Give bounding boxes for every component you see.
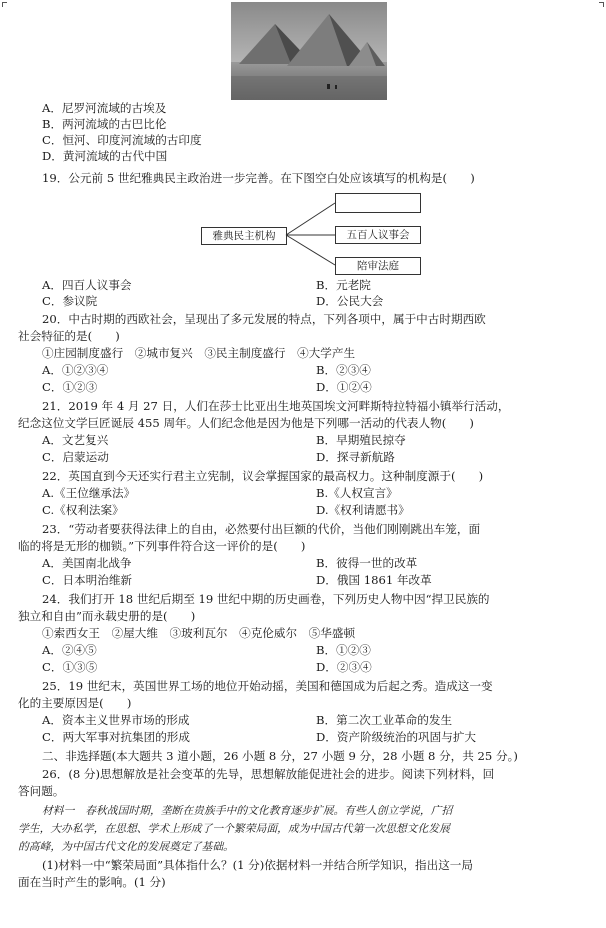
diagram-main-box: 雅典民主机构 [201, 227, 287, 245]
q18-option-c: C．恒河、印度河流域的古印度 [42, 133, 202, 147]
q20-option-c: C．①②③ [42, 380, 98, 394]
q19-stem: 19．公元前 5 世纪雅典民主政治进一步完善。在下图空白处应该填写的机构是( ) [42, 171, 475, 185]
q19-option-b: B．元老院 [316, 278, 371, 292]
q23-option-a: A．美国南北战争 [42, 556, 132, 570]
q26-material1-line2: 学生，大办私学，在思想、学术上形成了一个繁荣局面，成为中国古代第一次思想文化发展 [18, 822, 450, 835]
q23-option-c: C．日本明治维新 [42, 573, 133, 587]
q18-option-a: A．尼罗河流域的古埃及 [42, 101, 167, 115]
diagram-council-box: 五百人议事会 [335, 226, 421, 244]
q26-sub1-line1: (1)材料一中“繁荣局面”具体指什么？(1 分)依据材料一并结合所学知识，指出这一局 [42, 858, 473, 872]
q24-option-b: B．①②③ [316, 643, 371, 657]
q26-stem-line1: 26．(8 分)思想解放是社会变革的先导，思想解放能促进社会的进步。阅读下列材料，回 [42, 767, 495, 781]
q21-option-a: A．文艺复兴 [42, 433, 109, 447]
q18-option-d: D．黄河流域的古代中国 [42, 149, 168, 163]
pyramids-image [231, 2, 387, 100]
q23-option-d: D．俄国 1861 年改革 [316, 573, 432, 587]
q24-option-d: D．②③④ [316, 660, 372, 674]
pyramids-photo [231, 2, 387, 100]
q24-stem-line1: 24．我们打开 18 世纪后期至 19 世纪中期的历史画卷，下列历史人物中因“捍卫民族的 [42, 592, 490, 606]
q26-sub1-line2: 面在当时产生的影响。(1 分) [18, 875, 166, 889]
q25-option-c: C．两大军事对抗集团的形成 [42, 730, 190, 744]
page-corner-mark-left [2, 2, 7, 7]
q25-option-d: D．资产阶级统治的巩固与扩大 [316, 730, 477, 744]
q24-items: ①索西女王 ②屋大维 ③玻利瓦尔 ④克伦威尔 ⑤华盛顿 [42, 626, 356, 640]
q25-option-b: B．第二次工业革命的发生 [316, 713, 453, 727]
page-corner-mark-right [599, 2, 604, 7]
q23-stem-line1: 23．“劳动者要获得法律上的自由，必然要付出巨额的代价，当他们刚刚跳出车笼，面 [42, 522, 481, 536]
q22-stem: 22．英国直到今天还实行君主立宪制，议会掌握国家的最高权力。这种制度源于( ) [42, 469, 484, 483]
q19-option-a: A．四百人议事会 [42, 278, 132, 292]
q24-option-a: A．②④⑤ [42, 643, 97, 657]
q21-option-d: D．探寻新航路 [316, 450, 395, 464]
q25-option-a: A．资本主义世界市场的形成 [42, 713, 190, 727]
q19-option-d: D．公民大会 [316, 294, 384, 308]
q25-stem-line2: 化的主要原因是( ) [18, 696, 132, 710]
q19-option-c: C．参议院 [42, 294, 98, 308]
diagram-blank-box [335, 193, 421, 213]
q20-stem-line2: 社会特征的是( ) [18, 329, 120, 343]
q26-material1-line3: 的高峰，为中国古代文化的发展奠定了基础。 [18, 840, 234, 853]
q20-stem-line1: 20．中古时期的西欧社会，呈现出了多元发展的特点，下列各项中，属于中古时期西欧 [42, 312, 486, 326]
q22-option-a: A.《王位继承法》 [42, 486, 136, 500]
q26-stem-line2: 答问题。 [18, 784, 65, 798]
athens-institutions-diagram [197, 193, 427, 275]
q23-stem-line2: 临的将是无形的枷锁。”下列事件符合这一评价的是( ) [18, 539, 306, 553]
q22-option-b: B.《人权宣言》 [316, 486, 398, 500]
diagram-court-box: 陪审法庭 [335, 257, 421, 275]
q22-option-d: D.《权利请愿书》 [316, 503, 410, 517]
q20-option-b: B．②③④ [316, 363, 371, 377]
q23-option-b: B．彼得一世的改革 [316, 556, 418, 570]
q21-option-c: C．启蒙运动 [42, 450, 109, 464]
q21-option-b: B．早期殖民掠夺 [316, 433, 406, 447]
q18-option-b: B．两河流域的古巴比伦 [42, 117, 167, 131]
q24-option-c: C．①③⑤ [42, 660, 98, 674]
q20-items: ①庄园制度盛行 ②城市复兴 ③民主制度盛行 ④大学产生 [42, 346, 356, 360]
q26-material1-line1: 材料一 春秋战国时期，垄断在贵族手中的文化教育逐步扩展。有些人创立学说，广招 [42, 804, 453, 817]
q21-stem-line2: 纪念这位文学巨匠诞辰 455 周年。人们纪念他是因为他是下列哪一活动的代表人物( ) [18, 416, 474, 430]
q20-option-d: D．①②④ [316, 380, 372, 394]
q24-stem-line2: 独立和自由”而永载史册的是( ) [18, 609, 196, 623]
q22-option-c: C.《权利法案》 [42, 503, 124, 517]
section2-title: 二、非选择题(本大题共 3 道小题，26 小题 8 分，27 小题 9 分，28 小题 8 分，共 25 分。) [42, 749, 518, 763]
q21-stem-line1: 21．2019 年 4 月 27 日，人们在莎士比亚出生地英国埃文河畔斯特拉特福小镇举行活动， [42, 399, 510, 413]
q20-option-a: A．①②③④ [42, 363, 109, 377]
q25-stem-line1: 25．19 世纪末，英国世界工场的地位开始动摇，美国和德国成为后起之秀。造成这一变 [42, 679, 493, 693]
